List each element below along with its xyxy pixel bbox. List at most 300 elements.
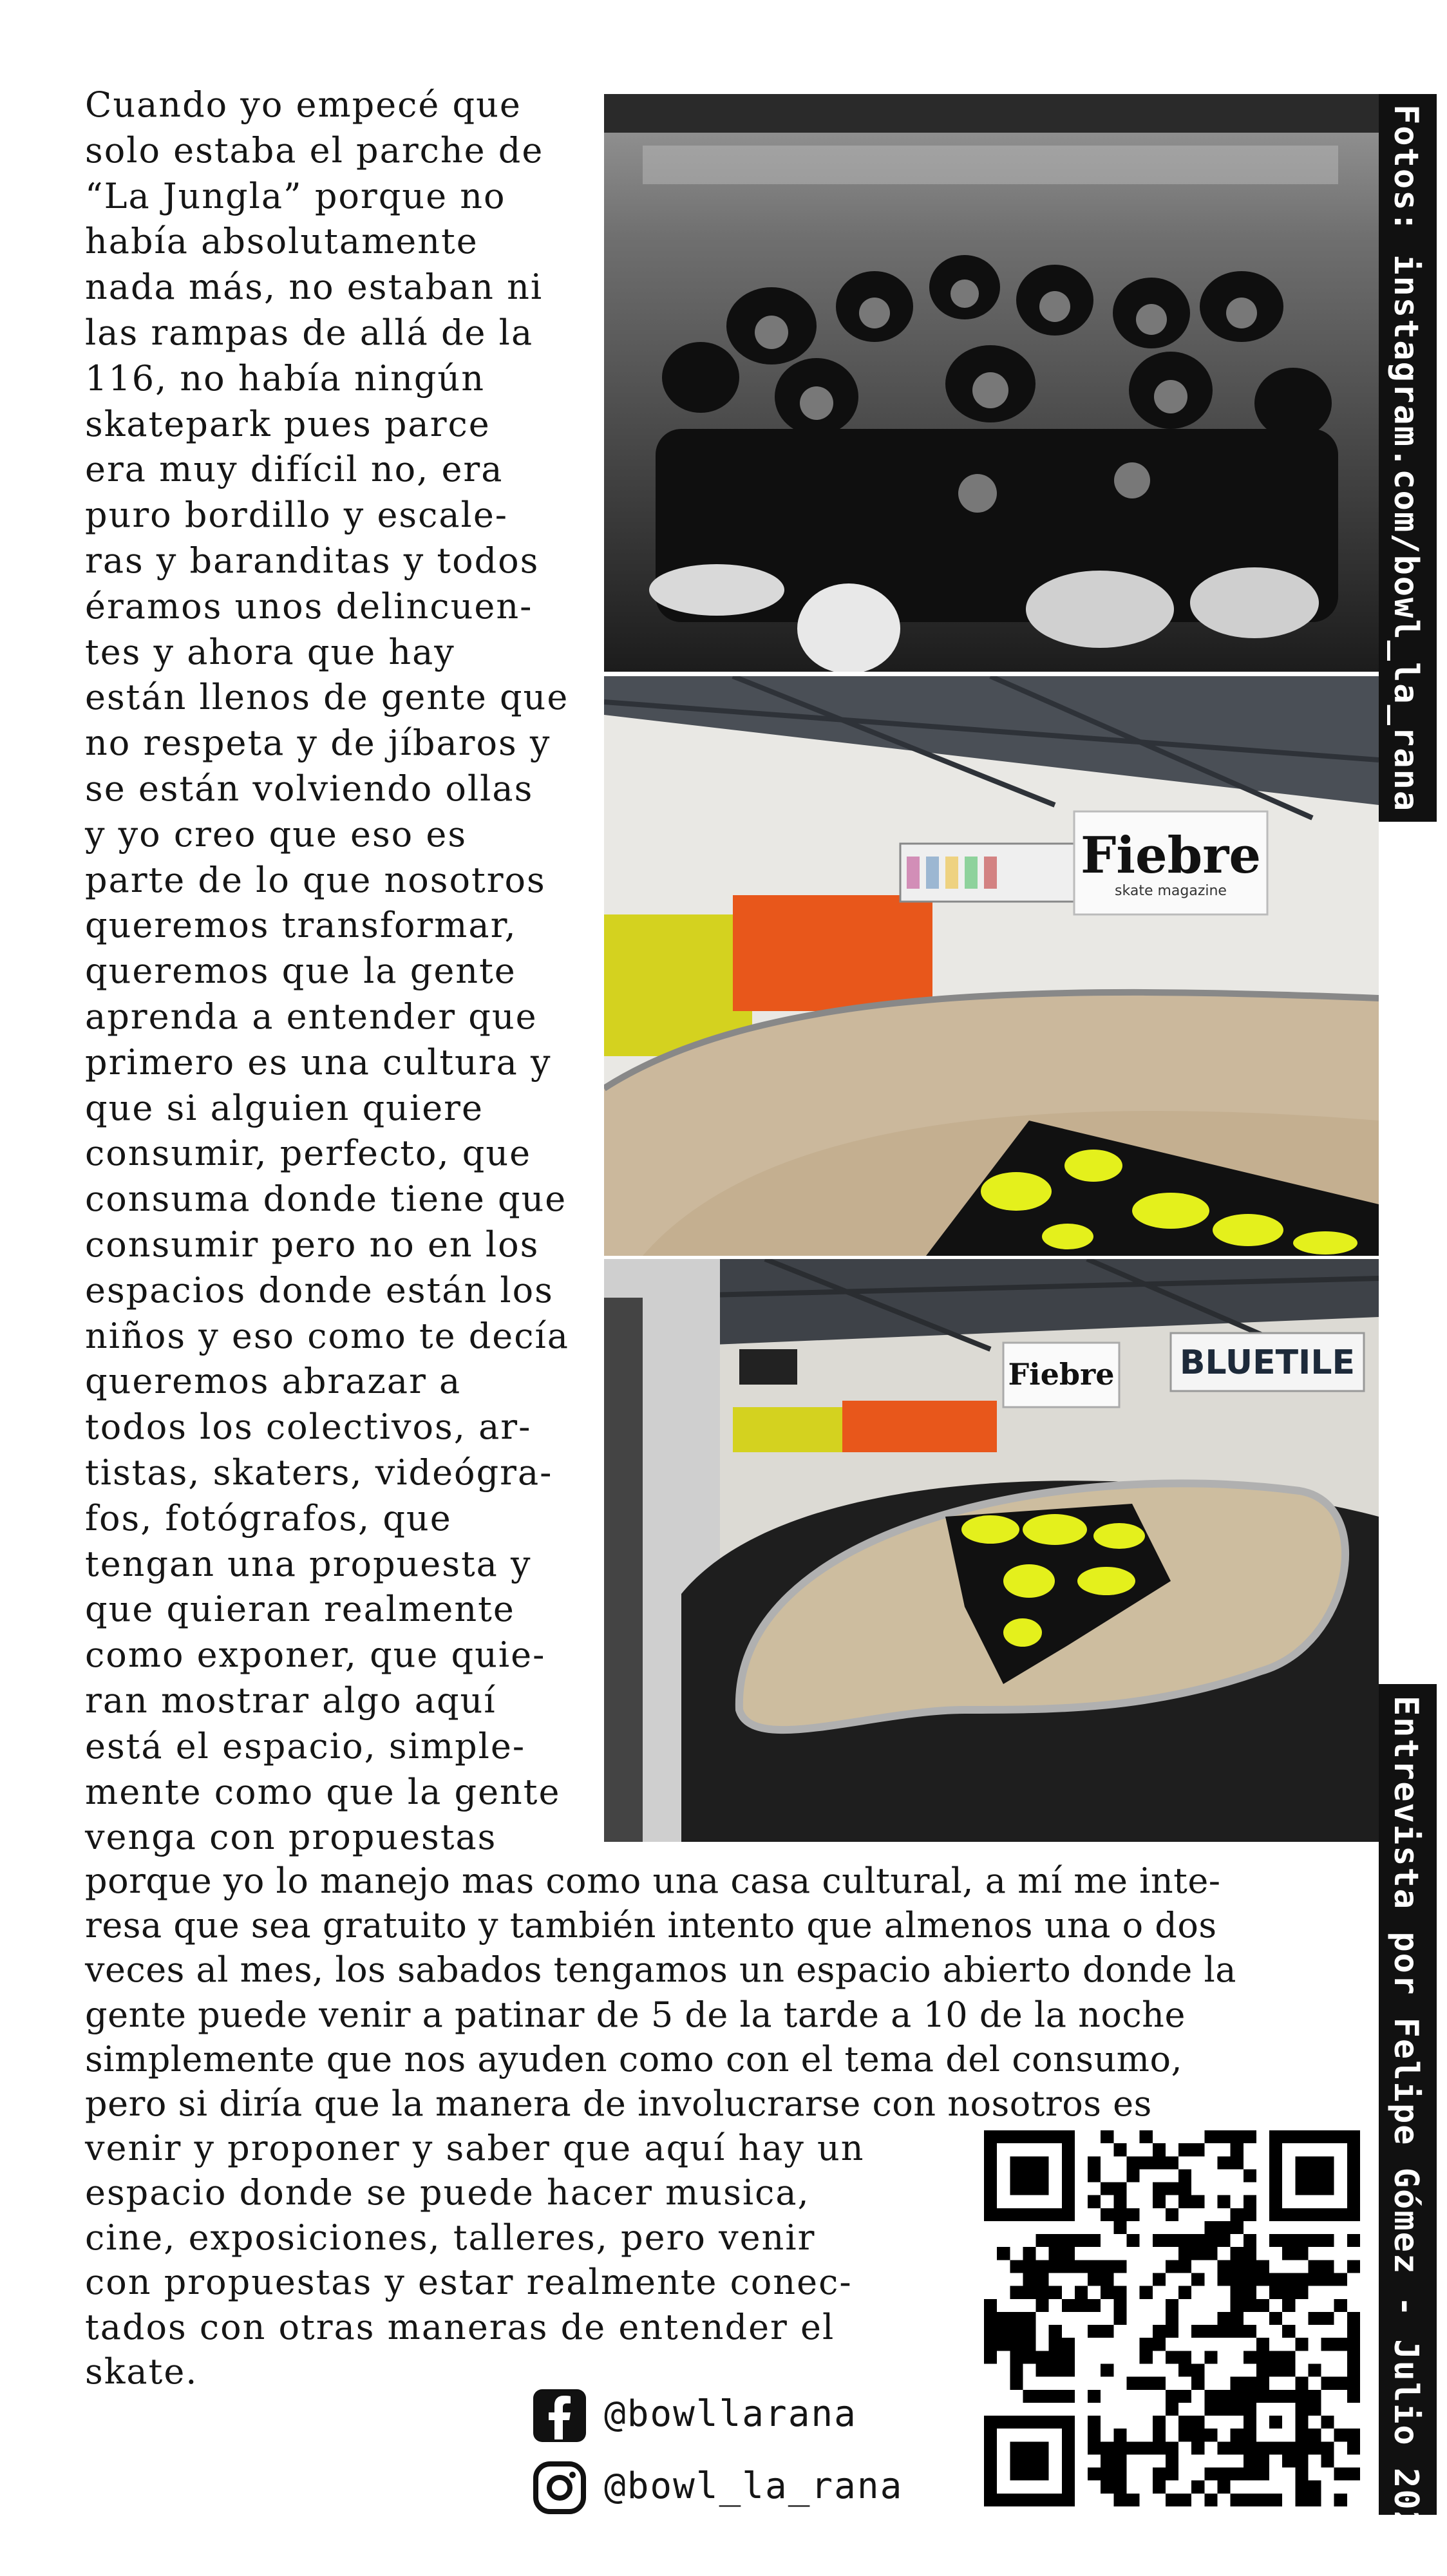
qr-module bbox=[1347, 2260, 1360, 2273]
qr-module bbox=[1282, 2299, 1295, 2312]
qr-module bbox=[1244, 2130, 1256, 2143]
qr-module bbox=[1347, 2325, 1360, 2338]
qr-module bbox=[1088, 2299, 1101, 2312]
qr-module bbox=[1023, 2325, 1036, 2338]
qr-module bbox=[1321, 2260, 1334, 2273]
qr-module bbox=[1295, 2169, 1308, 2182]
qr-module bbox=[1321, 2156, 1334, 2169]
qr-module bbox=[1010, 2351, 1023, 2363]
qr-module bbox=[1178, 2195, 1191, 2208]
qr-module bbox=[984, 2468, 997, 2481]
qr-module bbox=[1178, 2351, 1191, 2363]
qr-module bbox=[1010, 2441, 1023, 2454]
qr-module bbox=[1036, 2494, 1049, 2506]
qr-module bbox=[1295, 2429, 1308, 2441]
qr-module bbox=[1231, 2299, 1244, 2312]
qr-module bbox=[1075, 2234, 1088, 2247]
qr-module bbox=[1334, 2273, 1347, 2286]
qr-module bbox=[1140, 2377, 1153, 2390]
qr-module bbox=[1256, 2363, 1269, 2376]
qr-module bbox=[1023, 2156, 1036, 2169]
qr-module bbox=[1347, 2234, 1360, 2247]
qr-module bbox=[1113, 2286, 1126, 2299]
qr-module bbox=[1153, 2156, 1166, 2169]
article-line: parte de lo que nosotros bbox=[85, 859, 546, 900]
qr-module bbox=[1088, 2260, 1101, 2273]
qr-module bbox=[1049, 2260, 1062, 2273]
qr-module bbox=[984, 2156, 997, 2169]
qr-module bbox=[1166, 2260, 1178, 2273]
qr-module bbox=[997, 2130, 1010, 2143]
article-line: aprenda a entender que bbox=[85, 996, 538, 1037]
qr-module bbox=[1088, 2156, 1101, 2169]
qr-module bbox=[1010, 2260, 1023, 2273]
qr-module bbox=[1049, 2234, 1062, 2247]
qr-module bbox=[1308, 2403, 1321, 2416]
qr-module bbox=[1191, 2273, 1204, 2286]
qr-module bbox=[1088, 2416, 1101, 2429]
qr-module bbox=[1217, 2195, 1230, 2208]
qr-module bbox=[1113, 2208, 1126, 2221]
qr-module bbox=[1153, 2377, 1166, 2390]
article-line: venir y proponer y saber que aquí hay un bbox=[85, 2128, 865, 2168]
qr-module bbox=[1256, 2494, 1269, 2506]
qr-module bbox=[1088, 2273, 1101, 2286]
qr-module bbox=[1334, 2130, 1347, 2143]
qr-module bbox=[984, 2130, 997, 2143]
qr-module bbox=[1178, 2416, 1191, 2429]
qr-module bbox=[984, 2312, 997, 2325]
qr-module bbox=[984, 2338, 997, 2351]
qr-module bbox=[1295, 2454, 1308, 2467]
qr-module bbox=[1231, 2156, 1244, 2169]
qr-module bbox=[1023, 2390, 1036, 2403]
qr-module bbox=[1036, 2468, 1049, 2481]
article-line: venga con propuestas bbox=[85, 1817, 497, 1858]
article-line: tados con otras maneras de entender el bbox=[85, 2306, 835, 2347]
qr-module bbox=[1062, 2143, 1075, 2156]
qr-module bbox=[1308, 2494, 1321, 2506]
qr-module bbox=[1166, 2208, 1178, 2221]
qr-module bbox=[1295, 2247, 1308, 2260]
qr-module bbox=[1217, 2325, 1230, 2338]
qr-module bbox=[1334, 2494, 1347, 2506]
qr-module bbox=[1321, 2183, 1334, 2195]
qr-module bbox=[1166, 2299, 1178, 2312]
qr-module bbox=[1062, 2429, 1075, 2441]
qr-module bbox=[1191, 2441, 1204, 2454]
qr-module bbox=[1334, 2208, 1347, 2221]
qr-module bbox=[1140, 2351, 1153, 2363]
interview-credits-band bbox=[1379, 1684, 1437, 2554]
qr-module bbox=[1295, 2494, 1308, 2506]
article-line: está el espacio, simple- bbox=[85, 1725, 526, 1766]
qr-module bbox=[1347, 2390, 1360, 2403]
qr-module bbox=[1308, 2390, 1321, 2403]
qr-module bbox=[1036, 2390, 1049, 2403]
qr-module bbox=[1153, 2143, 1166, 2156]
qr-module bbox=[1244, 2195, 1256, 2208]
qr-module bbox=[1244, 2441, 1256, 2454]
qr-code[interactable] bbox=[984, 2130, 1360, 2506]
qr-module bbox=[1127, 2156, 1140, 2169]
qr-module bbox=[1178, 2494, 1191, 2506]
qr-module bbox=[1036, 2286, 1049, 2299]
banner-bluetile: BLUETILE bbox=[1179, 1343, 1356, 1382]
qr-module bbox=[1166, 2325, 1178, 2338]
qr-module bbox=[1217, 2468, 1230, 2481]
qr-module bbox=[1334, 2299, 1347, 2312]
qr-module bbox=[1282, 2273, 1295, 2286]
qr-module bbox=[1231, 2221, 1244, 2234]
qr-module bbox=[1153, 2481, 1166, 2494]
qr-module bbox=[1334, 2338, 1347, 2351]
qr-module bbox=[1282, 2208, 1295, 2221]
qr-module bbox=[1113, 2183, 1126, 2195]
qr-module bbox=[1178, 2247, 1191, 2260]
qr-module bbox=[1062, 2234, 1075, 2247]
qr-module bbox=[1153, 2338, 1166, 2351]
qr-module bbox=[1282, 2441, 1295, 2454]
qr-module bbox=[1347, 2338, 1360, 2351]
qr-module bbox=[1101, 2481, 1113, 2494]
article-line: puro bordillo y escale- bbox=[85, 495, 509, 536]
article-line: había absolutamente bbox=[85, 221, 478, 262]
qr-module bbox=[1295, 2377, 1308, 2390]
article-line: espacios donde están los bbox=[85, 1269, 554, 1311]
qr-module bbox=[1178, 2390, 1191, 2403]
qr-module bbox=[1101, 2286, 1113, 2299]
qr-module bbox=[1244, 2247, 1256, 2260]
qr-module bbox=[1282, 2234, 1295, 2247]
article-line: éramos unos delincuen- bbox=[85, 585, 533, 627]
qr-module bbox=[1113, 2312, 1126, 2325]
qr-module bbox=[1178, 2260, 1191, 2273]
qr-module bbox=[1023, 2494, 1036, 2506]
qr-module bbox=[1308, 2183, 1321, 2195]
qr-module bbox=[1269, 2441, 1282, 2454]
article-line: que si alguien quiere bbox=[85, 1087, 484, 1128]
qr-module bbox=[1088, 2390, 1101, 2403]
qr-module bbox=[1140, 2338, 1153, 2351]
qr-module bbox=[1244, 2273, 1256, 2286]
qr-module bbox=[1269, 2273, 1282, 2286]
qr-module bbox=[1113, 2221, 1126, 2234]
qr-module bbox=[1204, 2390, 1217, 2403]
facebook-handle-text: @bowllarana bbox=[604, 2393, 857, 2435]
qr-module bbox=[1023, 2247, 1036, 2260]
qr-module bbox=[1269, 2286, 1282, 2299]
article-line: fos, fotógrafos, que bbox=[85, 1497, 452, 1539]
qr-module bbox=[1269, 2494, 1282, 2506]
qr-module bbox=[1049, 2416, 1062, 2429]
qr-module bbox=[1049, 2130, 1062, 2143]
qr-module bbox=[1295, 2130, 1308, 2143]
article-line: skate. bbox=[85, 2351, 198, 2392]
qr-module bbox=[1231, 2390, 1244, 2403]
facebook-handle[interactable] bbox=[532, 2388, 893, 2443]
qr-module bbox=[1321, 2169, 1334, 2182]
qr-module bbox=[1217, 2221, 1230, 2234]
qr-module bbox=[1062, 2260, 1075, 2273]
qr-module bbox=[1244, 2234, 1256, 2247]
qr-module bbox=[1140, 2156, 1153, 2169]
qr-module bbox=[1023, 2260, 1036, 2273]
qr-module bbox=[984, 2454, 997, 2467]
qr-module bbox=[1269, 2312, 1282, 2325]
qr-module bbox=[1049, 2247, 1062, 2260]
qr-module bbox=[1023, 2183, 1036, 2195]
qr-module bbox=[1023, 2468, 1036, 2481]
article-line: skatepark pues parce bbox=[85, 403, 491, 444]
qr-module bbox=[1127, 2441, 1140, 2454]
qr-module bbox=[1153, 2441, 1166, 2454]
qr-module bbox=[1088, 2325, 1101, 2338]
qr-module bbox=[1231, 2130, 1244, 2143]
qr-module bbox=[984, 2325, 997, 2338]
qr-module bbox=[1321, 2208, 1334, 2221]
qr-module bbox=[1244, 2494, 1256, 2506]
qr-module bbox=[1049, 2363, 1062, 2376]
qr-module bbox=[1321, 2338, 1334, 2351]
qr-module bbox=[1113, 2468, 1126, 2481]
qr-module bbox=[1295, 2390, 1308, 2403]
qr-module bbox=[1178, 2143, 1191, 2156]
qr-module bbox=[1269, 2363, 1282, 2376]
qr-module bbox=[1088, 2169, 1101, 2182]
qr-module bbox=[1204, 2247, 1217, 2260]
qr-module bbox=[1256, 2273, 1269, 2286]
qr-module bbox=[1127, 2234, 1140, 2247]
qr-module bbox=[1269, 2143, 1282, 2156]
qr-module bbox=[1049, 2338, 1062, 2351]
qr-module bbox=[984, 2195, 997, 2208]
qr-module bbox=[1036, 2351, 1049, 2363]
qr-module bbox=[1088, 2195, 1101, 2208]
qr-module bbox=[1217, 2273, 1230, 2286]
qr-module bbox=[1191, 2234, 1204, 2247]
qr-module bbox=[1062, 2481, 1075, 2494]
qr-module bbox=[1217, 2481, 1230, 2494]
article-line: con propuestas y estar realmente conec- bbox=[85, 2262, 853, 2303]
qr-module bbox=[984, 2299, 997, 2312]
qr-module bbox=[1244, 2169, 1256, 2182]
qr-module bbox=[1308, 2312, 1321, 2325]
qr-module bbox=[1191, 2363, 1204, 2376]
qr-module bbox=[1308, 2208, 1321, 2221]
qr-module bbox=[997, 2312, 1010, 2325]
article-line: consuma donde tiene que bbox=[85, 1179, 567, 1220]
qr-module bbox=[1113, 2429, 1126, 2441]
article-line: niños y eso como te decía bbox=[85, 1315, 569, 1356]
qr-module bbox=[1231, 2377, 1244, 2390]
photo-credits: Fotos: instagram.com/bowl_la_rana bbox=[1386, 104, 1425, 813]
qr-module bbox=[1101, 2363, 1113, 2376]
qr-module bbox=[1113, 2143, 1126, 2156]
qr-module bbox=[1244, 2390, 1256, 2403]
qr-module bbox=[1010, 2169, 1023, 2182]
qr-module bbox=[1023, 2286, 1036, 2299]
qr-module bbox=[1204, 2325, 1217, 2338]
qr-module bbox=[1244, 2208, 1256, 2221]
qr-module bbox=[1062, 2169, 1075, 2182]
qr-module bbox=[1166, 2234, 1178, 2247]
qr-module bbox=[1049, 2390, 1062, 2403]
qr-module bbox=[1244, 2377, 1256, 2390]
qr-module bbox=[1113, 2454, 1126, 2467]
qr-module bbox=[1244, 2351, 1256, 2363]
qr-module bbox=[997, 2208, 1010, 2221]
qr-module bbox=[1010, 2416, 1023, 2429]
qr-module bbox=[1217, 2130, 1230, 2143]
qr-module bbox=[1101, 2183, 1113, 2195]
qr-module bbox=[1166, 2183, 1178, 2195]
qr-module bbox=[1010, 2130, 1023, 2143]
qr-module bbox=[1101, 2441, 1113, 2454]
article-line: nada más, no estaban ni bbox=[85, 267, 544, 308]
article-line: “La Jungla” porque no bbox=[85, 175, 506, 216]
qr-module bbox=[1010, 2325, 1023, 2338]
qr-module bbox=[1036, 2183, 1049, 2195]
qr-module bbox=[1282, 2454, 1295, 2467]
qr-module bbox=[1036, 2299, 1049, 2312]
qr-module bbox=[1244, 2454, 1256, 2467]
qr-module bbox=[1166, 2156, 1178, 2169]
qr-module bbox=[1231, 2273, 1244, 2286]
qr-module bbox=[1282, 2390, 1295, 2403]
instagram-handle-text: @bowl_la_rana bbox=[604, 2465, 903, 2507]
qr-module bbox=[1308, 2481, 1321, 2494]
qr-module bbox=[1269, 2208, 1282, 2221]
article-line: simplemente que nos ayuden como con el tema del consumo, bbox=[85, 2038, 1183, 2079]
qr-module bbox=[1231, 2143, 1244, 2156]
qr-module bbox=[1036, 2130, 1049, 2143]
banner-fiebre: Fiebre bbox=[1081, 826, 1261, 885]
qr-module bbox=[1166, 2390, 1178, 2403]
instagram-handle[interactable] bbox=[532, 2460, 918, 2515]
qr-module bbox=[1062, 2390, 1075, 2403]
qr-module bbox=[1023, 2416, 1036, 2429]
qr-module bbox=[1204, 2403, 1217, 2416]
qr-module bbox=[1023, 2208, 1036, 2221]
qr-module bbox=[1023, 2441, 1036, 2454]
qr-module bbox=[1347, 2429, 1360, 2441]
qr-module bbox=[1049, 2286, 1062, 2299]
qr-module bbox=[1166, 2494, 1178, 2506]
qr-module bbox=[1113, 2481, 1126, 2494]
qr-module bbox=[1049, 2208, 1062, 2221]
qr-module bbox=[1295, 2286, 1308, 2299]
qr-module bbox=[984, 2481, 997, 2494]
qr-module bbox=[1269, 2130, 1282, 2143]
qr-module bbox=[1153, 2468, 1166, 2481]
qr-module bbox=[1023, 2454, 1036, 2467]
qr-module bbox=[1347, 2351, 1360, 2363]
qr-module bbox=[1295, 2338, 1308, 2351]
article-line: que quieran realmente bbox=[85, 1589, 515, 1630]
qr-module bbox=[1166, 2403, 1178, 2416]
qr-module bbox=[1153, 2416, 1166, 2429]
qr-module bbox=[1347, 2312, 1360, 2325]
article-line: consumir pero no en los bbox=[85, 1224, 540, 1265]
qr-module bbox=[1036, 2234, 1049, 2247]
article-line: y yo creo que eso es bbox=[85, 813, 468, 855]
qr-module bbox=[1321, 2234, 1334, 2247]
qr-module bbox=[1308, 2260, 1321, 2273]
qr-module bbox=[1347, 2208, 1360, 2221]
qr-module bbox=[1049, 2325, 1062, 2338]
qr-module bbox=[1231, 2403, 1244, 2416]
qr-module bbox=[1347, 2468, 1360, 2481]
article-line: veces al mes, los sabados tengamos un espacio abierto donde la bbox=[85, 1949, 1236, 1991]
qr-module bbox=[1140, 2286, 1153, 2299]
qr-module bbox=[1049, 2351, 1062, 2363]
qr-module bbox=[1153, 2183, 1166, 2195]
qr-module bbox=[1191, 2325, 1204, 2338]
qr-module bbox=[1321, 2441, 1334, 2454]
qr-module bbox=[1269, 2183, 1282, 2195]
qr-module bbox=[1256, 2299, 1269, 2312]
qr-module bbox=[1321, 2454, 1334, 2467]
article-line: mente como que la gente bbox=[85, 1771, 561, 1812]
qr-module bbox=[1010, 2377, 1023, 2390]
qr-module bbox=[1062, 2441, 1075, 2454]
qr-module bbox=[997, 2338, 1010, 2351]
article-line: cine, exposiciones, talleres, pero venir bbox=[85, 2217, 816, 2258]
qr-module bbox=[1269, 2156, 1282, 2169]
qr-module bbox=[1282, 2325, 1295, 2338]
qr-module bbox=[984, 2208, 997, 2221]
qr-module bbox=[1231, 2286, 1244, 2299]
qr-module bbox=[1101, 2325, 1113, 2338]
photo-crowd bbox=[604, 94, 1379, 672]
qr-module bbox=[1191, 2429, 1204, 2441]
qr-module bbox=[1036, 2156, 1049, 2169]
qr-module bbox=[1127, 2208, 1140, 2221]
qr-module bbox=[1282, 2247, 1295, 2260]
qr-module bbox=[1023, 2351, 1036, 2363]
qr-module bbox=[1062, 2195, 1075, 2208]
qr-module bbox=[1244, 2325, 1256, 2338]
interview-credits: Entrevista por Felipe Gómez - Julio 2022 bbox=[1386, 1696, 1425, 2554]
qr-module bbox=[1295, 2481, 1308, 2494]
qr-module bbox=[1062, 2454, 1075, 2467]
qr-module bbox=[1347, 2156, 1360, 2169]
qr-module bbox=[1334, 2377, 1347, 2390]
article-line: no respeta y de jíbaros y bbox=[85, 723, 551, 764]
article-line: resa que sea gratuito y también intento que almenos una o dos bbox=[85, 1905, 1217, 1946]
qr-module bbox=[1204, 2221, 1217, 2234]
qr-module bbox=[1217, 2156, 1230, 2169]
qr-module bbox=[1334, 2429, 1347, 2441]
qr-module bbox=[1036, 2169, 1049, 2182]
qr-module bbox=[1191, 2247, 1204, 2260]
article-line: ran mostrar algo aquí bbox=[85, 1680, 497, 1721]
qr-module bbox=[1062, 2363, 1075, 2376]
instagram-icon bbox=[532, 2460, 587, 2515]
qr-module bbox=[1036, 2208, 1049, 2221]
qr-module bbox=[1295, 2441, 1308, 2454]
qr-module bbox=[1204, 2494, 1217, 2506]
qr-module bbox=[1231, 2494, 1244, 2506]
qr-module bbox=[1010, 2286, 1023, 2299]
qr-module bbox=[1244, 2416, 1256, 2429]
qr-module bbox=[1231, 2247, 1244, 2260]
qr-module bbox=[1334, 2468, 1347, 2481]
qr-module bbox=[1269, 2195, 1282, 2208]
qr-module bbox=[1321, 2273, 1334, 2286]
qr-module bbox=[1062, 2156, 1075, 2169]
